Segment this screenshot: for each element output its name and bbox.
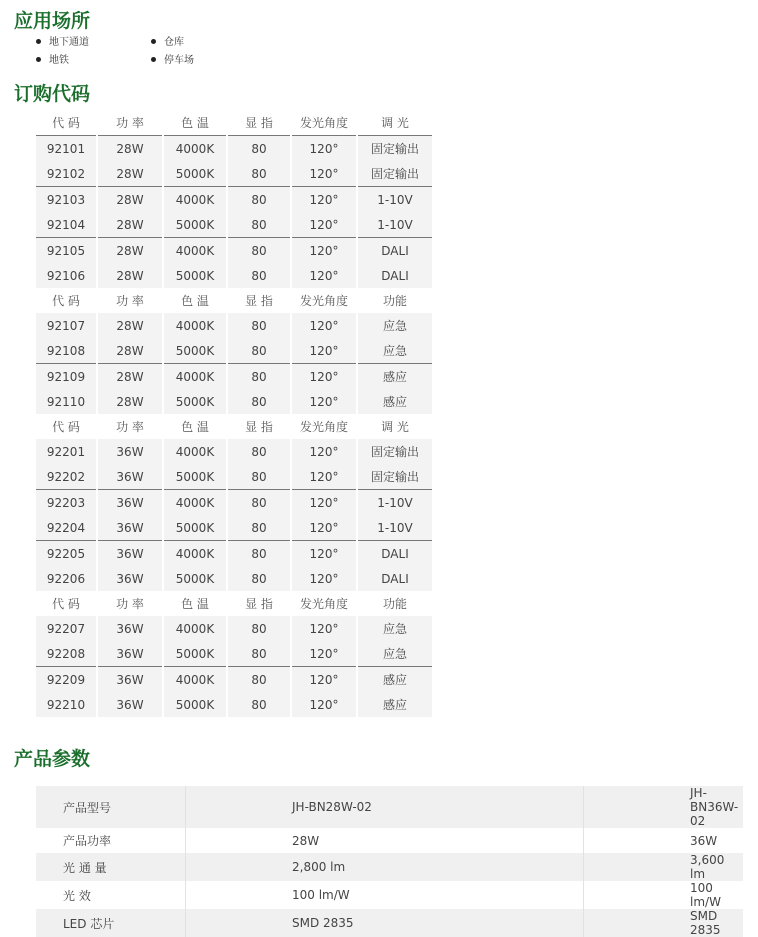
parameter-label: 光 通 量 (36, 853, 186, 881)
column-header: 功 率 (97, 591, 163, 616)
table-row (36, 909, 743, 937)
beam-angle-cell: 120° (291, 313, 357, 338)
table-row (36, 616, 432, 641)
table-row (36, 515, 432, 541)
cri-cell: 80 (227, 667, 291, 693)
column-header: 调 光 (357, 414, 432, 439)
table-row (36, 439, 432, 464)
list-item (36, 51, 69, 66)
column-header: 功 率 (97, 414, 163, 439)
beam-angle-cell: 120° (291, 667, 357, 693)
table-row (36, 161, 432, 187)
cri-cell: 80 (227, 313, 291, 338)
cri-cell: 80 (227, 364, 291, 390)
column-header: 发光角度 (291, 110, 357, 136)
column-header: 色 温 (163, 414, 227, 439)
power-cell: 36W (97, 616, 163, 641)
bullet-icon (36, 39, 41, 44)
code-cell: 92205 (36, 541, 97, 567)
column-header: 显 指 (227, 591, 291, 616)
table-row (36, 187, 432, 213)
function-cell: 应急 (357, 641, 432, 667)
cct-cell: 5000K (163, 389, 227, 414)
table-row (36, 641, 432, 667)
power-cell: 36W (97, 439, 163, 464)
table-row (36, 490, 432, 516)
power-cell: 28W (97, 136, 163, 162)
parameter-label: LED 芯片 (36, 909, 186, 937)
beam-angle-cell: 120° (291, 338, 357, 364)
value-36w: 100 lm/W (584, 881, 744, 909)
power-cell: 28W (97, 238, 163, 264)
application-label: 停车场 (164, 55, 194, 66)
application-label: 地铁 (49, 55, 69, 66)
beam-angle-cell: 120° (291, 364, 357, 390)
code-cell: 92202 (36, 464, 97, 490)
list-item (151, 33, 184, 48)
cct-cell: 5000K (163, 692, 227, 717)
cct-cell: 4000K (163, 439, 227, 464)
power-cell: 28W (97, 338, 163, 364)
cct-cell: 5000K (163, 212, 227, 238)
column-header: 显 指 (227, 110, 291, 136)
table-row (36, 338, 432, 364)
column-header: 代 码 (36, 414, 97, 439)
function-cell: 应急 (357, 338, 432, 364)
cct-cell: 4000K (163, 313, 227, 338)
table-row (36, 667, 432, 693)
value-36w: SMD 2835 (584, 909, 744, 937)
beam-angle-cell: 120° (291, 490, 357, 516)
value-36w: 3,600 lm (584, 853, 744, 881)
function-cell: 应急 (357, 616, 432, 641)
table-row (36, 828, 743, 853)
cct-cell: 5000K (163, 464, 227, 490)
table-row (36, 786, 743, 828)
ordering-title: 订购代码 (14, 83, 91, 105)
cct-cell: 4000K (163, 667, 227, 693)
value-28w: 2,800 lm (186, 853, 584, 881)
cri-cell: 80 (227, 338, 291, 364)
beam-angle-cell: 120° (291, 439, 357, 464)
cri-cell: 80 (227, 641, 291, 667)
power-cell: 36W (97, 667, 163, 693)
cri-cell: 80 (227, 187, 291, 213)
function-cell: DALI (357, 263, 432, 288)
function-cell: 应急 (357, 313, 432, 338)
function-cell: 1-10V (357, 490, 432, 516)
cct-cell: 4000K (163, 136, 227, 162)
function-cell: 1-10V (357, 187, 432, 213)
cct-cell: 5000K (163, 338, 227, 364)
beam-angle-cell: 120° (291, 212, 357, 238)
power-cell: 28W (97, 187, 163, 213)
cct-cell: 5000K (163, 161, 227, 187)
column-header: 显 指 (227, 414, 291, 439)
function-cell: 1-10V (357, 515, 432, 541)
code-cell: 92206 (36, 566, 97, 591)
table-row (36, 464, 432, 490)
power-cell: 36W (97, 515, 163, 541)
table-header-row (36, 288, 432, 313)
value-28w: 28W (186, 828, 584, 853)
table-row (36, 212, 432, 238)
cri-cell: 80 (227, 136, 291, 162)
cri-cell: 80 (227, 464, 291, 490)
code-cell: 92101 (36, 136, 97, 162)
value-28w: 100 lm/W (186, 881, 584, 909)
table-row (36, 566, 432, 591)
cri-cell: 80 (227, 389, 291, 414)
column-header: 发光角度 (291, 591, 357, 616)
function-cell: DALI (357, 566, 432, 591)
code-cell: 92106 (36, 263, 97, 288)
column-header: 发光角度 (291, 414, 357, 439)
power-cell: 36W (97, 490, 163, 516)
cri-cell: 80 (227, 263, 291, 288)
code-cell: 92109 (36, 364, 97, 390)
table-row (36, 364, 432, 390)
beam-angle-cell: 120° (291, 692, 357, 717)
cct-cell: 4000K (163, 238, 227, 264)
list-item (151, 51, 194, 66)
code-cell: 92110 (36, 389, 97, 414)
function-cell: 感应 (357, 667, 432, 693)
cct-cell: 4000K (163, 616, 227, 641)
parameter-label: 光 效 (63, 888, 91, 903)
parameter-label: 产品型号 (36, 786, 186, 828)
function-cell: 固定输出 (357, 464, 432, 490)
cri-cell: 80 (227, 541, 291, 567)
code-cell: 92107 (36, 313, 97, 338)
cri-cell: 80 (227, 490, 291, 516)
function-cell: DALI (357, 238, 432, 264)
function-cell: DALI (357, 541, 432, 567)
cct-cell: 5000K (163, 566, 227, 591)
parameters-title: 产品参数 (14, 748, 91, 770)
table-header-row (36, 591, 432, 616)
beam-angle-cell: 120° (291, 136, 357, 162)
power-cell: 36W (97, 641, 163, 667)
cct-cell: 4000K (163, 187, 227, 213)
parameters-table (36, 786, 743, 937)
power-cell: 28W (97, 161, 163, 187)
function-cell: 1-10V (357, 212, 432, 238)
cct-cell: 4000K (163, 364, 227, 390)
table-row (36, 389, 432, 414)
code-cell: 92104 (36, 212, 97, 238)
table-header-row (36, 110, 432, 136)
value-28w: JH-BN28W-02 (186, 786, 584, 828)
beam-angle-cell: 120° (291, 238, 357, 264)
column-header: 显 指 (227, 288, 291, 313)
code-cell: 92208 (36, 641, 97, 667)
table-row (36, 853, 743, 881)
power-cell: 36W (97, 541, 163, 567)
cri-cell: 80 (227, 515, 291, 541)
value-36w: JH-BN36W-02 (584, 786, 744, 828)
table-row (36, 313, 432, 338)
function-cell: 感应 (357, 364, 432, 390)
cct-cell: 5000K (163, 515, 227, 541)
column-header: 调 光 (357, 110, 432, 136)
code-cell: 92207 (36, 616, 97, 641)
code-cell: 92201 (36, 439, 97, 464)
column-header: 功 率 (97, 288, 163, 313)
bullet-icon (151, 57, 156, 62)
beam-angle-cell: 120° (291, 515, 357, 541)
cri-cell: 80 (227, 212, 291, 238)
cct-cell: 4000K (163, 490, 227, 516)
power-cell: 28W (97, 263, 163, 288)
beam-angle-cell: 120° (291, 616, 357, 641)
code-cell: 92105 (36, 238, 97, 264)
power-cell: 36W (97, 464, 163, 490)
function-cell: 固定输出 (357, 136, 432, 162)
list-item (36, 33, 89, 48)
beam-angle-cell: 120° (291, 161, 357, 187)
code-cell: 92203 (36, 490, 97, 516)
table-row (36, 881, 743, 909)
power-cell: 28W (97, 313, 163, 338)
function-cell: 固定输出 (357, 161, 432, 187)
column-header: 功 率 (97, 110, 163, 136)
table-row (36, 136, 432, 162)
beam-angle-cell: 120° (291, 541, 357, 567)
column-header: 功能 (357, 288, 432, 313)
code-cell: 92204 (36, 515, 97, 541)
code-cell: 92103 (36, 187, 97, 213)
function-cell: 感应 (357, 389, 432, 414)
ordering-table (36, 110, 432, 717)
code-cell: 92108 (36, 338, 97, 364)
cri-cell: 80 (227, 238, 291, 264)
column-header: 代 码 (36, 110, 97, 136)
cri-cell: 80 (227, 161, 291, 187)
column-header: 代 码 (36, 591, 97, 616)
cct-cell: 4000K (163, 541, 227, 567)
table-row (36, 692, 432, 717)
cct-cell: 5000K (163, 263, 227, 288)
power-cell: 36W (97, 566, 163, 591)
cri-cell: 80 (227, 616, 291, 641)
power-cell: 36W (97, 692, 163, 717)
column-header: 代 码 (36, 288, 97, 313)
column-header: 功能 (357, 591, 432, 616)
cri-cell: 80 (227, 566, 291, 591)
code-cell: 92102 (36, 161, 97, 187)
value-36w: 36W (584, 828, 744, 853)
beam-angle-cell: 120° (291, 263, 357, 288)
column-header: 色 温 (163, 110, 227, 136)
application-label: 仓库 (164, 37, 184, 48)
parameter-label: 产品功率 (63, 834, 112, 848)
function-cell: 固定输出 (357, 439, 432, 464)
code-cell: 92210 (36, 692, 97, 717)
cct-cell: 5000K (163, 641, 227, 667)
application-label: 地下通道 (49, 37, 89, 48)
table-row (36, 541, 432, 567)
beam-angle-cell: 120° (291, 464, 357, 490)
column-header: 发光角度 (291, 288, 357, 313)
function-cell: 感应 (357, 692, 432, 717)
column-header: 色 温 (163, 591, 227, 616)
table-header-row (36, 414, 432, 439)
bullet-icon (36, 57, 41, 62)
beam-angle-cell: 120° (291, 641, 357, 667)
beam-angle-cell: 120° (291, 566, 357, 591)
cri-cell: 80 (227, 439, 291, 464)
bullet-icon (151, 39, 156, 44)
beam-angle-cell: 120° (291, 389, 357, 414)
table-row (36, 238, 432, 264)
power-cell: 28W (97, 364, 163, 390)
beam-angle-cell: 120° (291, 187, 357, 213)
power-cell: 28W (97, 389, 163, 414)
code-cell: 92209 (36, 667, 97, 693)
cri-cell: 80 (227, 692, 291, 717)
column-header: 色 温 (163, 288, 227, 313)
power-cell: 28W (97, 212, 163, 238)
applications-title: 应用场所 (14, 10, 91, 32)
table-row (36, 263, 432, 288)
value-28w: SMD 2835 (186, 909, 584, 937)
